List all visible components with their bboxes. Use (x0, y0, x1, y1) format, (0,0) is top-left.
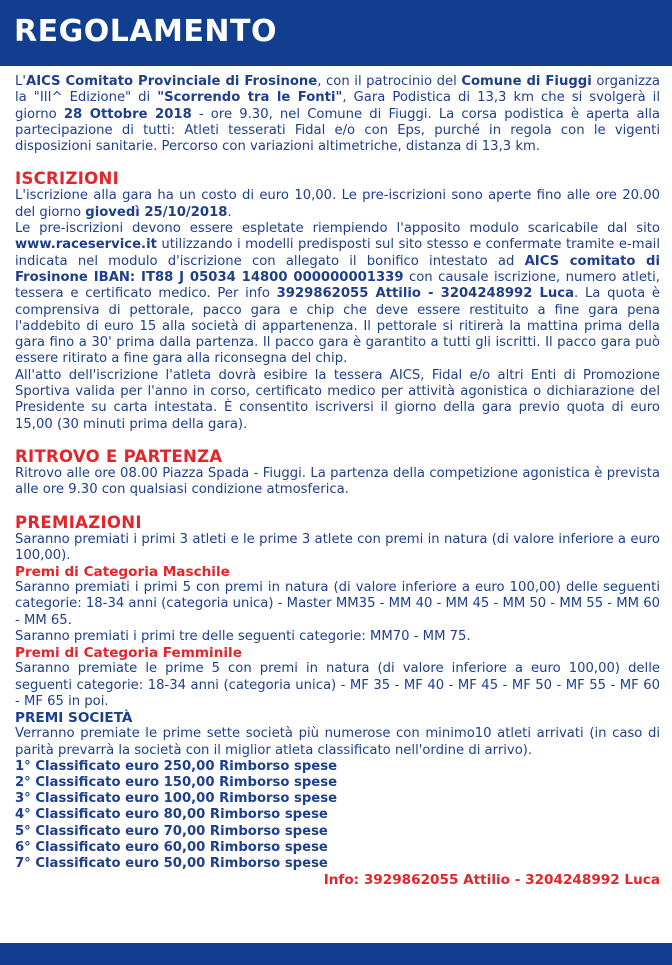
maschile-heading: Premi di Categoria Maschile (15, 564, 230, 581)
prize-item: 4° Classificato euro 80,00 Rimborso spese (15, 807, 328, 823)
iscrizioni-paragraph-2 (15, 221, 660, 368)
prize-item: 7° Classificato euro 50,00 Rimborso spese (15, 856, 328, 872)
prize-item: 2° Classificato euro 150,00 Rimborso spese (15, 775, 338, 790)
iscrizioni-text: L'iscrizione alla gara ha un costo di euro 10,00. Le pre-iscrizioni sono aperte fino alle ore 20.00 del giorno (15, 188, 660, 220)
iscrizioni-text: utilizzando i modelli predisposti sul sito stesso e confermate tramite e-mail indicata nel modulo d'iscrizione con allegato il bonifico intestato ad (15, 237, 660, 269)
intro-text: , con il patrocinio del (317, 74, 462, 89)
header-bar (0, 0, 672, 66)
regulation-content (15, 66, 660, 889)
event-date: 28 Ottobre 2018 (63, 106, 192, 122)
iscrizioni-text: . (227, 204, 232, 220)
iscrizioni-paragraph-1 (15, 188, 660, 221)
iscrizioni-text: con causale iscrizione, numero atleti, tessera e certificato medico. Per info (15, 269, 660, 302)
organizer-name: AICS Comitato Provinciale di Frosinone (25, 74, 318, 89)
iscrizioni-text: Le pre-iscrizioni devono essere espletate riempiendo l'apposito modulo scaricabile dal sito (15, 221, 660, 237)
footer-bar (0, 943, 672, 965)
premiazioni-heading: PREMIAZIONI (15, 512, 142, 532)
iscrizioni-heading: ISCRIZIONI (15, 169, 120, 189)
maschile-paragraph-1: Saranno premiati i primi 5 con premi in natura (di valore inferiore a euro 100,00) delle seguenti categorie: 18-34 anni (categoria unica) - Master MM35 - MM 40 - MM 45 - MM 50 - MM 55 - MM 60 - MM 65. (15, 580, 660, 628)
femminile-heading: Premi di Categoria Femminile (15, 645, 242, 662)
intro-text: - ore 9.30, nel Comune di Fiuggi. La corsa podistica è aperta alla partecipazione di tutti: Atleti tesserati Fidal e/o con Eps, purché in regola con le vigenti disposizioni sanitarie. Percorso con variazioni altimetriche, distanza di 13,3 km. (15, 106, 660, 155)
femminile-paragraph: Saranno premiate le prime 5 con premi in natura (di valore inferiore a euro 100,00) delle seguenti categorie: 18-34 anni (categoria unica) - MF 35 - MF 40 - MF 45 - MF 50 - MF 55 - MF 60 - MF 65 in poi. (15, 661, 660, 709)
info-contact-line: Info: 3929862055 Attilio - 3204248992 Luca (323, 872, 660, 889)
page-title: REGOLAMENTO (14, 14, 277, 49)
intro-text: , Gara Podistica di 13,3 km che si svolgerà il giorno (15, 90, 660, 122)
iban-text: AICS comitato di Frosinone IBAN: IT88 J 05034 14800 000000001339 (15, 253, 660, 285)
prize-item: 3° Classificato euro 100,00 Rimborso spese (15, 791, 338, 807)
intro-text: organizza la "III^ Edizione" di (15, 74, 660, 106)
patron-name: Comune di Fiuggi (461, 74, 592, 89)
preregistration-deadline: giovedì 25/10/2018 (85, 204, 228, 220)
prize-item: 6° Classificato euro 60,00 Rimborso spese (15, 839, 328, 855)
ritrovo-paragraph: Ritrovo alle ore 08.00 Piazza Spada - Fiuggi. La partenza della competizione agonistica è prevista alle ore 9.30 con qualsiasi condizione atmosferica. (15, 465, 660, 498)
prize-item: 1° Classificato euro 250,00 Rimborso spese (15, 758, 338, 774)
iscrizioni-text: . La quota è comprensiva di pettorale, pacco gara e chip che deve essere restituito a fine gara pena l'addebito di euro 15 alla società di appartenenza. Il pettorale si ritirerà la mattina prima della gara fino a 30' prima dalla partenza. Il pacco gara è garantito a tutti gli iscritti. Il pacco gara può essere ritirato a fine gara alla riconsegna del chip. (15, 286, 660, 367)
prize-item: 5° Classificato euro 70,00 Rimborso spese (15, 823, 328, 839)
intro-text: L' (15, 74, 26, 89)
premiazioni-paragraph: Saranno premiati i primi 3 atleti e le prime 3 atlete con premi in natura (di valore inferiore a euro 100,00). (15, 531, 660, 563)
website-link[interactable]: www.raceservice.it (15, 237, 157, 253)
prize-list (15, 759, 660, 872)
societa-heading: PREMI SOCIETÀ (15, 710, 133, 727)
societa-paragraph: Verranno premiate le prime sette società più numerose con minimo10 atleti arrivati (in caso di parità prevarrà la società con il miglior atleta classificato nell'ordine di arrivo). (15, 726, 660, 758)
event-name: "Scorrendo tra le Fonti" (157, 90, 343, 106)
contact-phones: 3929862055 Attilio - 3204248992 Luca (276, 286, 575, 302)
intro-paragraph (15, 74, 660, 155)
iscrizioni-paragraph-3: All'atto dell'iscrizione l'atleta dovrà esibire la tessera AICS, Fidal e/o altri Enti di Promozione Sportiva valida per l'anno in corso, certificato medico per attività agonistica o dichiarazione del Presidente su carta intestata. È consentito iscriversi il giorno della gara previo quota di euro 15,00 (30 minuti prima della gara). (15, 367, 660, 432)
ritrovo-heading: RITROVO E PARTENZA (15, 446, 223, 466)
maschile-paragraph-2: Saranno premiati i primi tre delle seguenti categorie: MM70 - MM 75. (15, 629, 471, 645)
